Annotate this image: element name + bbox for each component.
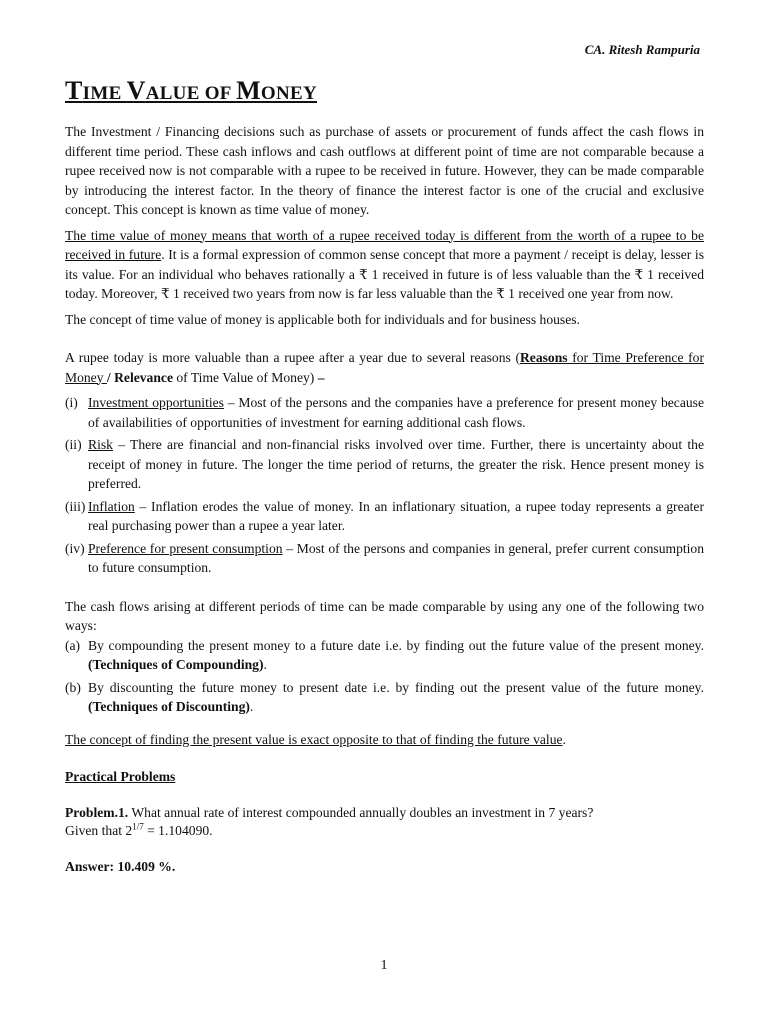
author-name: CA. Ritesh Rampuria (584, 42, 700, 57)
problem-1: Problem.1. What annual rate of interest compounded annually doubles an investment in 7 years? Given that $2^{1/7} = 1.104090$. (65, 804, 594, 838)
problem-question: What annual rate of interest compounded annually doubles an investment in 7 years? (128, 804, 594, 820)
reasons-list (65, 393, 704, 578)
problem-answer: Answer: 10.409 %. (65, 858, 176, 874)
meaning-rest: . It is a formal expression of common sense concept that more a payment / receipt is delay, lesser is its value. For an individual who behaves rationally a ₹ 1 received in future is of less valuable than the ₹ 1 received today. Moreover, ₹ 1 received two years from now is far less valuable than the ₹ 1 received one year from now. (65, 247, 704, 301)
page-title: TIME VALUE OF MONEY (65, 76, 318, 105)
reasons-intro: A rupee today is more valuable than a rupee after a year due to several reasons (Reasons for Time Preference for Money / Relevance of Time Value of Money) – (65, 350, 704, 385)
page-number: 1 (380, 958, 388, 973)
way-item: (b) By discounting the future money to present date i.e. by finding out the present value of the future money. (Techniques of Discounting). (65, 679, 704, 714)
opposite-paragraph: The concept of finding the present value is exact opposite to that of finding the future value. (65, 731, 566, 747)
ways-list (65, 636, 704, 717)
problem-label: Problem.1. (65, 804, 129, 820)
reason-item: (iv) Preference for present consumption – Most of the persons and companies in general, prefer current consumption to future consumption. (65, 540, 705, 575)
reason-item: (i) Investment opportunities – Most of the persons and the companies have a preference for present money because of availabilities of opportunities of investment for earning additional cash flows. (65, 395, 704, 430)
reason-item: (iii) Inflation – Inflation erodes the value of money. In an inflationary situation, a rupee today represents a greater real purchasing power than a rupee a year later. (65, 498, 704, 533)
practical-problems-heading: Practical Problems (65, 769, 176, 784)
reason-item: (ii) Risk – There are financial and non-financial risks involved over time. Further, there is uncertainty about the receipt of money in future. The longer the time period of returns, the greater the risk. Hence present money is preferred. (65, 437, 704, 491)
way-item: (a) By compounding the present money to a future date i.e. by finding out the future value of the present money. (Techniques of Compounding). (65, 637, 704, 672)
document-body (65, 122, 704, 876)
meaning-definition: The time value of money means that worth of a rupee received today is different from the worth of a rupee to be received in future (65, 227, 704, 262)
ways-intro: The cash flows arising at different periods of time can be made comparable by using any one of the following two ways: (65, 598, 704, 633)
intro-paragraph: The Investment / Financing decisions such as purchase of assets or procurement of funds affect the cash flows in different time period. These cash inflows and cash outflows at different point of time are not comparable because a rupee received now is not comparable with a rupee to be received in future. However, they can be made comparable by introducing the interest factor. In the theory of finance the interest factor is one of the crucial and exclusive concept. This concept is known as time value of money. (65, 124, 704, 217)
meaning-paragraph (65, 226, 704, 304)
applicable-paragraph: The concept of time value of money is applicable both for individuals and for business houses. (65, 311, 580, 327)
